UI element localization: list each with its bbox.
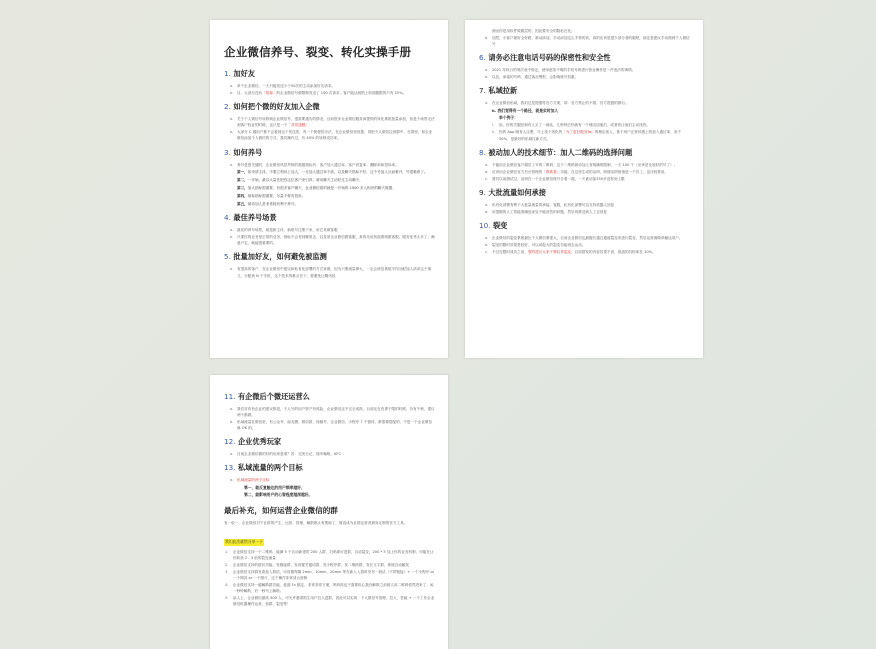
highlighted-term: 「为了更好服务Ta」 bbox=[562, 130, 595, 135]
list-item: b. 以及，承接的号码，通过客况筹报，会影响账号权重。 bbox=[485, 75, 579, 80]
document-page-1 bbox=[210, 20, 448, 358]
list-item: a. 我们对有有企业的建议都是，个人号的用户资产有风险，企业微信还不完全成熟，目前还在有勇于限的时候，各有千秋，建议两个都做。 bbox=[230, 407, 435, 418]
list-item: b. 应该用企业微信官方后台管理的「联系我」功能，在这里生成的活码，即便活码指指是一个员工，也比较着用。 bbox=[485, 169, 669, 174]
section-heading: 4. 最佳养号场景 bbox=[224, 213, 277, 223]
section-heading: 2. 如何把个微的好友加入企微 bbox=[224, 102, 320, 112]
list-item: c. 我们以前测试过，活码在一个企业微信账号分着一端，一天被动加250多没有到上限 bbox=[485, 176, 625, 181]
example-label: 举个例子： bbox=[499, 114, 518, 120]
list-item: 5. 添人上，企业微信最高 500 人，可允许邀请陌生用户拉人进群，因此可以实现：个人微信号管理、拉人、答疑 + 一个工作企业微信机器操作运营、营群、裂变等！ bbox=[225, 596, 435, 607]
step-paragraph: 第一，如申请主体，不要立刻向上加人，一旦加人通过率不高，以及聊天指标不好，这个号加人反而难开，号很难养了。 bbox=[237, 169, 428, 174]
section-heading: 11. 有企微后个微还运营么 bbox=[224, 392, 310, 401]
list-item: b. 私域流量在微信里，有公众号、朋友圈、微信群、视频号、企业微信、小程序 7 个窗体，都需要搭配的，不是一个企业微信就 OK 的。 bbox=[230, 420, 433, 431]
list-item: 2. 企业微信支持的群状功能，发链接群、发设置关键词群、发小程序群、发二维码群、发长文字群，系统自动触发 bbox=[225, 562, 410, 567]
list-item: a. 企业微信的裂变系统最比个人微信要强大，目前企业微信也最擅长通过通道裂变来进行裂变，然后运营赛微单触达用户。 bbox=[485, 236, 683, 241]
subheading: b. 我们觉得有一个路径，就是实时加人 bbox=[492, 107, 559, 113]
highlighted-callout: 我们此次就给分享一下 bbox=[225, 539, 263, 545]
step-paragraph: 第二，一开始，最以大量先把你这位客户来引荐，被动聊天主动好过主动聊天； bbox=[237, 177, 363, 182]
section-heading: 7. 私域拉新 bbox=[479, 86, 518, 96]
highlighted-term: 「非常遗憾」 bbox=[287, 123, 309, 128]
list-item: a. 私有化部署有利于大批量流量的承接、客服，私有化部署可以支持机器人回复 bbox=[485, 202, 615, 207]
goal-line: 第二，能影响用户的心智程度越深越好。 bbox=[244, 491, 313, 497]
list-item: a. 关于个人微信号转移到企业微信号，很需要通告的情况，目前很多企业微信服务商提供的转化系统批量添加，但是个场景无法到客户验证的时候，也只是一个「非常遗憾」 bbox=[230, 117, 435, 128]
document-title: 企业微信养号、裂变、转化实操手册 bbox=[224, 45, 412, 59]
list-item: b. 用很敬的人工智能准确选来处不能回答的问题，然后再推送到人工去回复 bbox=[485, 210, 607, 215]
section-heading: 5. 批量加好友，如何避免被监测 bbox=[224, 252, 327, 262]
list-item: 4. 企业微信支持一键解散群功能，盘面 1s 搞定，非常非常方便，妈妈再也不需要担心我在解散之前被人用二维码依然进来了，闲一秒钟解散，后一秒马上解散。 bbox=[225, 583, 434, 594]
step-paragraph: 第五，被动加人是非常耗有利于养号。 bbox=[237, 202, 299, 207]
list-item: a. 单个企业微信，一天只能发送少于50次的主动添加好友请求。 bbox=[230, 84, 336, 88]
list-item: 1. 企业微信支持一个二维码，能满 5 个自动新建的 200 人群，扫码即可进群，自动裂变，200 * 5 加上你的业务机制，可能在让你收获 2 - 3 倍的裂变流量 bbox=[225, 549, 434, 560]
highlighted-term: 强烈建议大家不要轻易裂变 bbox=[527, 250, 572, 255]
document-page-3 bbox=[210, 375, 448, 649]
continuation-text: 测出你是用软件做服层的，因此要安全的隐私在化。 bbox=[492, 29, 575, 33]
list-item: a. 不能用企业微信客户端员工号的二维码，这个二维码被动加人有明确的限制，一天 100 个（应该是比较好的号了）； bbox=[485, 162, 678, 167]
intro-paragraph: 有一说一，企业微信对于社群的产生、运营、管理、解散都太有帮助了，简直成为社群运营者最身定制的官方工具。 bbox=[224, 521, 408, 526]
step-paragraph: 第四，指标指标很重要，尽量不要有投诉； bbox=[237, 193, 306, 198]
section-heading: 12. 企业优秀玩家 bbox=[224, 437, 282, 447]
list-item: a. 在企业微信私域，我们还是提倡符官方方案，即：官方禁止的不推，官方提倡的都行。 bbox=[485, 101, 629, 106]
final-section-heading: 最后补充，如何运营企业微信的群 bbox=[224, 506, 338, 516]
list-item: a. 养号是很关键的，企业微信风控考核的数据指标有：客户加入通过率、客户回复率、删除率和投诉率。 bbox=[230, 162, 399, 167]
list-item: b. 裂变的限时效果是较好，可以用促大的裂变功能再去运动。 bbox=[485, 243, 586, 248]
goal-line: 第一，能反复触达的用户频率越好； bbox=[244, 484, 305, 490]
list-item: a. 目前企业微信做的好的玩家是谁？答：完美日记、瑞幸咖啡、KFC bbox=[230, 452, 341, 457]
list-item: a. 有很高的客户，在企业微信中建议和私有化部署的方式来做，因为只要流量够大，一定会涉及系统平均分配加人请求这个事儿，分配到 N 个手机，这个技术的难点在于，要避免让腾讯检 bbox=[230, 267, 432, 278]
list-item: a. 私域流量的两个目标 bbox=[230, 478, 270, 483]
section-heading: 8. 被动加人的技术细节：加人二维码的选择问题 bbox=[479, 147, 633, 157]
list-item: b. 加然，小客户最好全好路，被动添加，手动添加这么手势的话，真的应该是很少部分者的服吧，那还是建议手动做到个人微信号 bbox=[485, 36, 690, 47]
list-item: i. 如，你的关服回到有人买了一商品，几秒钟后你就有一个理由加他们，或者你让他们主动找你。 bbox=[492, 123, 650, 128]
document-page-2 bbox=[465, 20, 703, 358]
section-heading: 1. 加好友 bbox=[224, 69, 255, 78]
section-heading: 13. 私域流量的两个目标 bbox=[224, 463, 303, 473]
list-item: ii. 你的 App 刚有人注册，马上找个美化的「为了更好服务Ta」的理由加人，基于用户正常体感上的加入通过率，高于 30%，是最好的私域拉新方式。 bbox=[492, 130, 682, 141]
step-paragraph: 第三，加大指标很重要，有很多客户聊天，企业微信看的就是一开始的 1000 多人相识的聊天数据； bbox=[237, 185, 396, 190]
section-heading: 9. 大批流量如何承接 bbox=[479, 187, 546, 197]
list-item: b. 大部分 C 端用户都不会看到这个发送的，有一个简便的办法，在企业微信里设置，再把个人微信拉到群中，在群里，和企业微信添加个人微信的方式，我们操作过，有 40% 的转移成功率。 bbox=[230, 130, 433, 141]
list-item: a. 最佳的养号场景，就是新主体、新账号注册下来，用它来做客服 bbox=[230, 228, 338, 233]
section-heading: 10. 裂变 bbox=[479, 221, 508, 231]
list-item: a. 2021 年执行的刑法表中规定，使用虚拟不明的手机号码进行营业操作是一件违法的事情。 bbox=[485, 68, 636, 73]
section-heading: 3. 如何养号 bbox=[224, 147, 263, 157]
highlighted-term: 「联系我」 bbox=[542, 169, 561, 174]
list-item: b. 目，大部分没有「招募」的企业微信号被限制发送了 100 次请求，客户能达到纳上收到题限的只有 10%。 bbox=[230, 91, 407, 96]
list-item: 3. 企业微信支持群发欢迎入群语，可设置每隔 2min、10min、20min 等在新人入群时发布一段话（不带链接）+ 一个小程序 or 一个网页 or 一个图片，这个操作非常适合营销 bbox=[225, 569, 435, 581]
list-item: c. 不过在限时成功之前，强烈建议大家不要轻易裂变，目前群发的内容效果不高，挑战的抖粉率在 10%。 bbox=[485, 250, 656, 255]
highlighted-term: 「招募」 bbox=[262, 91, 277, 96]
section-heading: 6. 请务必注意电话号码的保密性和安全性 bbox=[479, 53, 611, 63]
list-item: b. 只要你的业务是正常的业务，指标不会差到哪里去，以及用企业微信做客服，真的比用其他系统做客服，服务优秀太多了，满意户定，就能很重要的。 bbox=[230, 235, 435, 246]
